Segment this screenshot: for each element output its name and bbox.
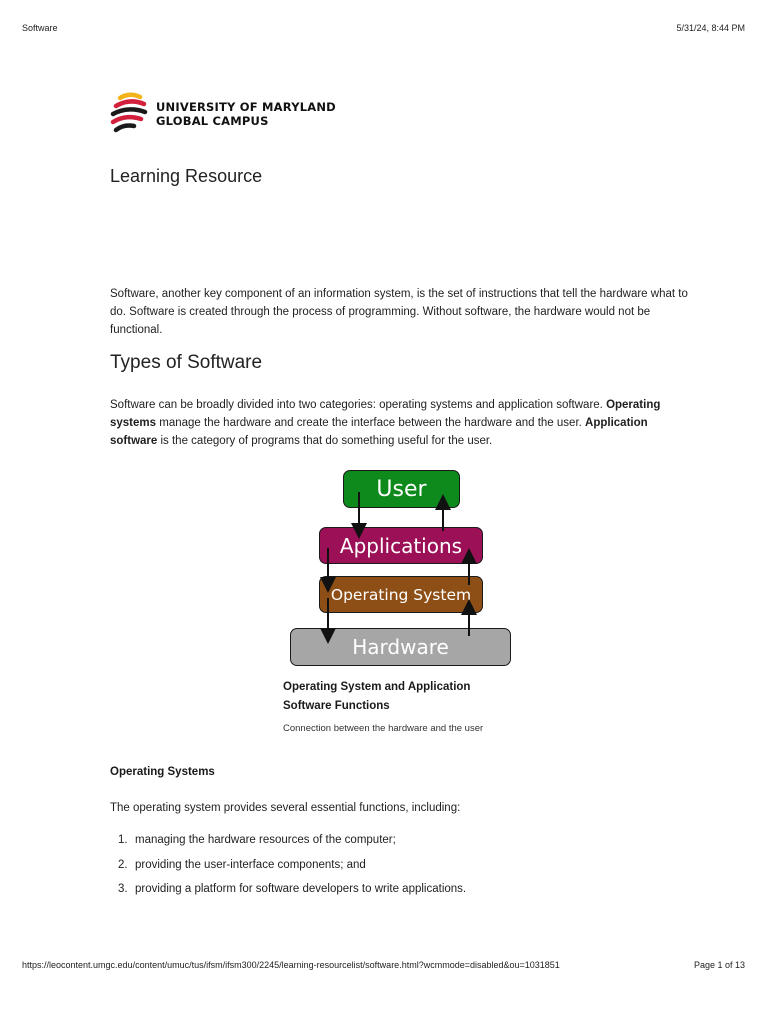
logo-line-2: GLOBAL CAMPUS (156, 114, 269, 128)
types-text-2: manage the hardware and create the interface between the hardware and the user. (156, 417, 586, 429)
logo-line-1: UNIVERSITY OF MARYLAND (156, 100, 336, 114)
types-paragraph (110, 396, 695, 450)
logo-wordmark (156, 100, 336, 128)
print-footer-url: https://leocontent.umgc.edu/content/umuc/tus/ifsm/ifsm300/2245/learning-resourcelist/software.html?wcmmode=disabled&ou=1031851 (22, 960, 560, 970)
intro-paragraph: Software, another key component of an information system, is the set of instructions that tell the hardware what to do. Software is created through the process of programming. Without software, the hardware would not be functional. (110, 288, 688, 336)
types-bold-operating-systems: Operating systems (110, 399, 661, 429)
types-text-3: is the category of programs that do something useful for the user. (157, 435, 493, 447)
list-item-text: providing the user-interface components; and (135, 858, 366, 871)
list-item-number: 1. (118, 834, 128, 846)
list-item-number: 2. (118, 858, 128, 871)
page-title: Learning Resource (110, 166, 263, 186)
software-layers-diagram (288, 468, 514, 670)
list-item (118, 859, 466, 884)
types-text-1: Software can be broadly divided into two categories: operating systems and application software. (110, 399, 607, 411)
print-header-datetime: 5/31/24, 8:44 PM (676, 23, 745, 33)
types-bold-application-software: Application software (110, 417, 648, 447)
list-item-text: managing the hardware resources of the computer; (135, 834, 396, 846)
figure-caption-title: Operating System and Application Software Functions (283, 681, 471, 712)
types-of-software-heading: Types of Software (110, 352, 263, 373)
layer-user: User (343, 470, 460, 508)
list-item (118, 834, 466, 859)
diagram-arrows (288, 468, 514, 670)
list-item (118, 883, 466, 908)
os-functions-list (118, 834, 466, 908)
layer-operating-system: Operating System (319, 576, 483, 613)
operating-systems-heading: Operating Systems (110, 766, 215, 778)
umgc-logo-icon (110, 92, 150, 136)
layer-applications: Applications (319, 527, 483, 564)
layer-hardware: Hardware (290, 628, 511, 666)
umgc-logo (110, 92, 336, 136)
print-header-title: Software (22, 23, 58, 33)
os-intro-paragraph: The operating system provides several essential functions, including: (110, 802, 461, 814)
print-footer-page: Page 1 of 13 (693, 960, 745, 970)
list-item-number: 3. (118, 883, 128, 895)
list-item-text: providing a platform for software developers to write applications. (135, 883, 467, 895)
figure-caption-subtitle: Connection between the hardware and the user (283, 723, 484, 734)
